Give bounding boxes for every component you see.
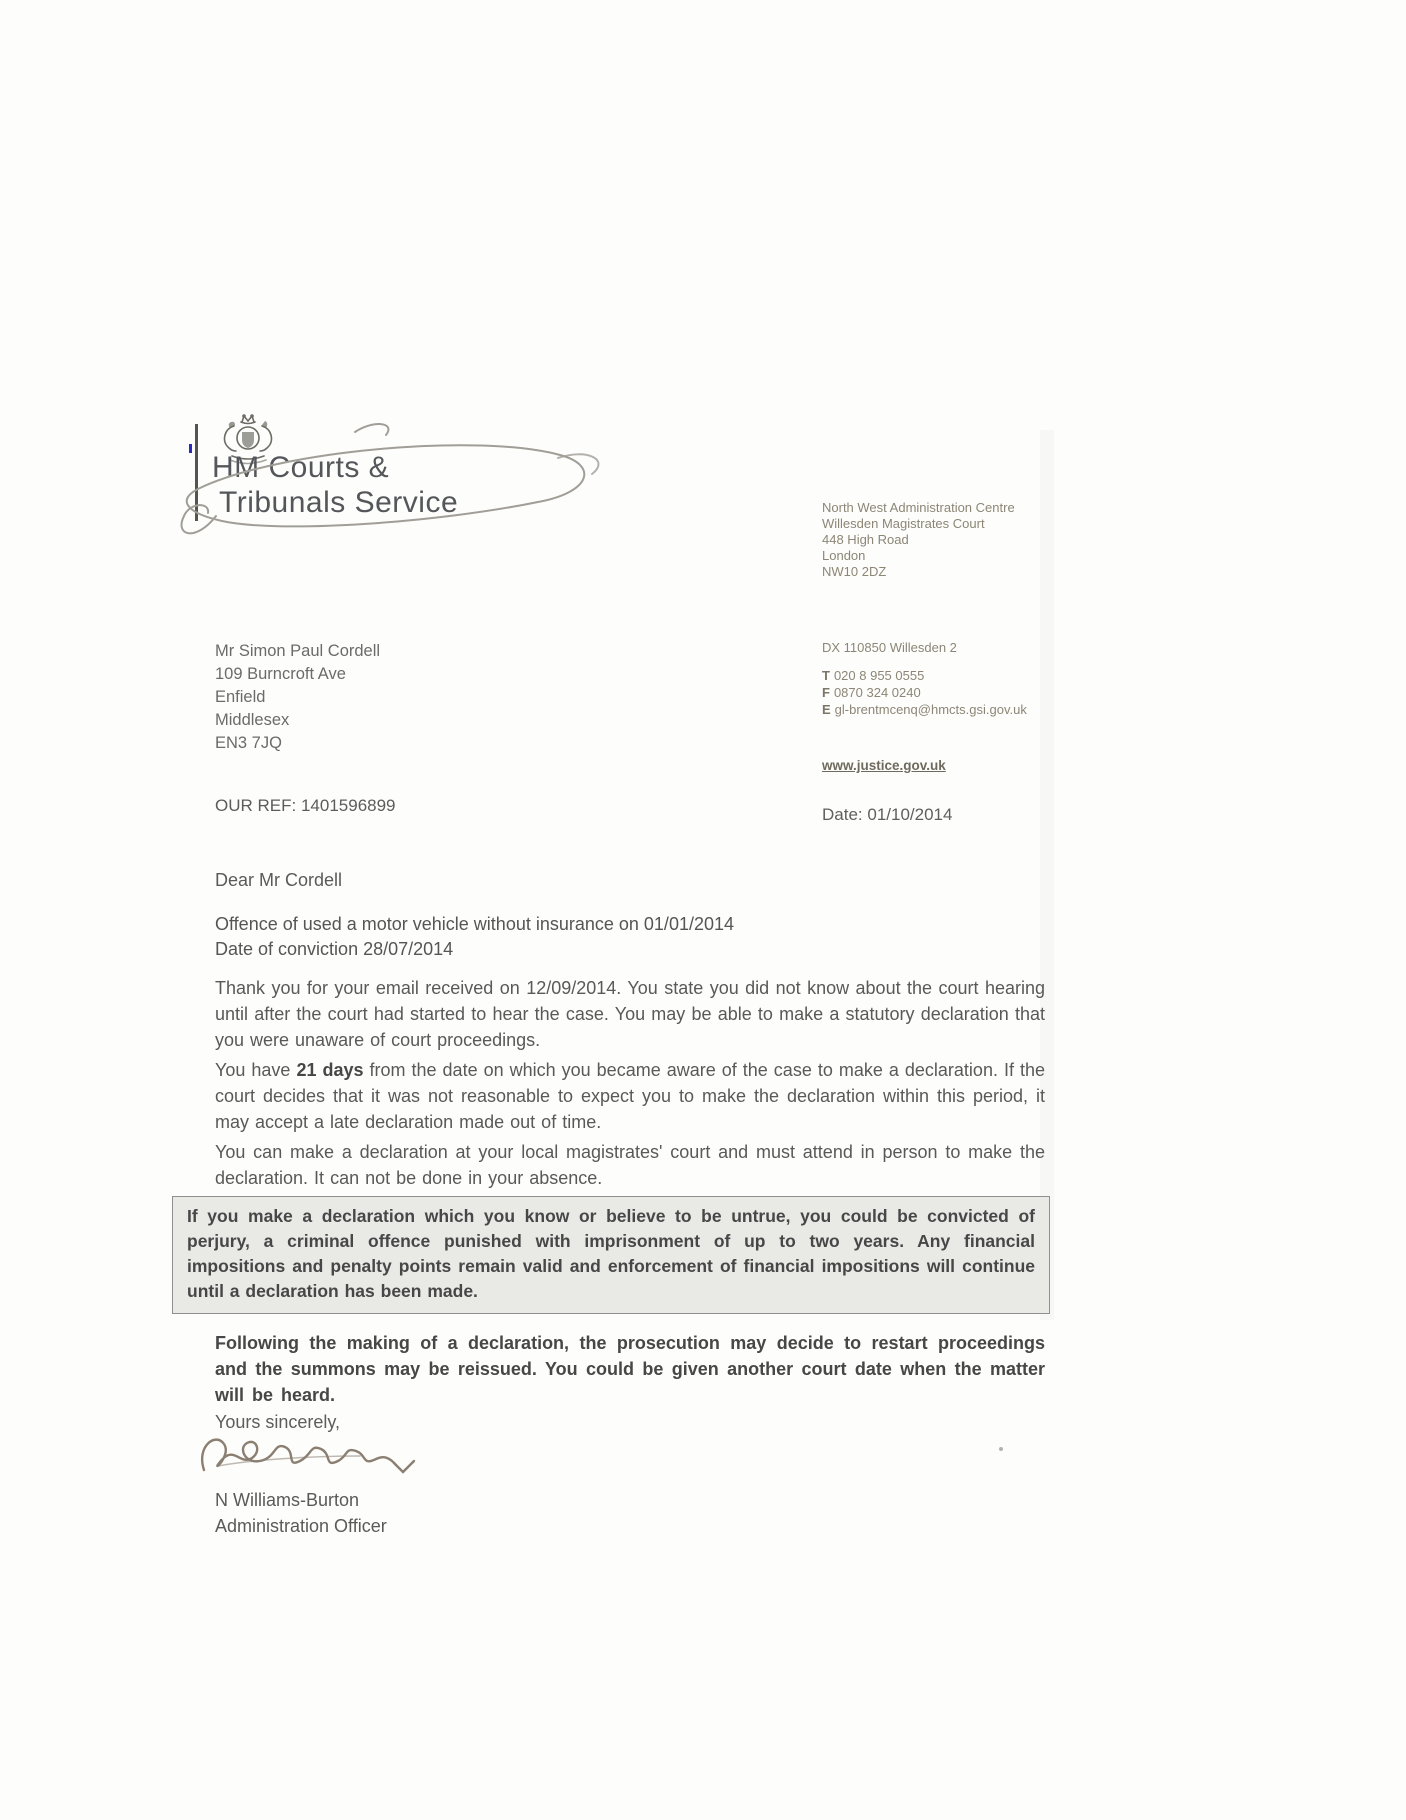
sender-line: 448 High Road [822, 532, 909, 547]
our-reference-label: OUR REF: [215, 796, 297, 815]
date-label: Date: [822, 805, 863, 824]
perjury-warning-box: If you make a declaration which you know or believe to be untrue, you could be convicted of perjury, a criminal offence punished with imprisonment of up to two years. Any financial impositions and penalty points remain valid and enforcement of financial impositions will continue until a declaration has been made. [172, 1196, 1050, 1314]
sender-line: London [822, 548, 866, 563]
paragraph-2-prefix: You have [215, 1060, 297, 1080]
subject-block [215, 912, 734, 962]
website-url: www.justice.gov.uk [822, 758, 946, 773]
paragraph-2-bold-21-days: 21 days [296, 1060, 364, 1080]
date-value: 01/10/2014 [867, 805, 953, 824]
recipient-line: EN3 7JQ [215, 734, 282, 752]
closing-valediction: Yours sincerely, [215, 1412, 341, 1432]
fax-value: 0870 324 0240 [833, 685, 921, 700]
recipient-line: Enfield [215, 688, 266, 706]
fax-label: F [822, 685, 830, 700]
contact-details-block [822, 667, 1027, 718]
body-paragraph-2 [215, 1057, 1045, 1135]
handwritten-signature [190, 1426, 420, 1488]
salutation: Dear Mr Cordell [215, 870, 343, 890]
email-label: E [822, 702, 831, 717]
email-line [822, 701, 1027, 718]
subject-offence-line: Offence of used a motor vehicle without insurance on 01/01/2014 [215, 914, 735, 934]
sender-line: Willesden Magistrates Court [822, 516, 985, 531]
body-paragraph-4-bold: Following the making of a declaration, the prosecution may decide to restart proceedings and the summons may be reissued. You could be given another court date when the matter will be heard. [215, 1333, 1045, 1405]
signatory-name: N Williams-Burton [215, 1490, 360, 1510]
body-paragraph-1: Thank you for your email received on 12/09/2014. You state you did not know about the court hearing until after the court had started to hear the case. You may be able to make a statutory declaration that you were unaware of court proceedings. [215, 978, 1045, 1050]
email-value: gl-brentmcenq@hmcts.gsi.gov.uk [834, 702, 1027, 717]
paragraph-2-suffix: from the date on which you became aware of the case to make a declaration. If the court decides that it was not reasonable to expect you to make the declaration within this period, it may accept a late declaration made out of time. [215, 1060, 1045, 1132]
recipient-address-block [215, 640, 380, 755]
sender-address-block [822, 500, 1015, 580]
dx-exchange-line: DX 110850 Willesden 2 [822, 640, 957, 655]
our-reference-number: 1401596899 [300, 796, 396, 815]
letter-date-line [822, 805, 952, 825]
sender-line: North West Administration Centre [822, 500, 1015, 515]
signatory-block [215, 1487, 387, 1539]
fax-line [822, 684, 1027, 701]
telephone-value: 020 8 955 0555 [833, 668, 925, 683]
sender-line: NW10 2DZ [822, 564, 887, 579]
logo-text-line1: HM Courts & [212, 451, 390, 484]
scan-artifact-dot [999, 1447, 1003, 1451]
recipient-line: Mr Simon Paul Cordell [215, 642, 381, 660]
body-paragraph-3: You can make a declaration at your local magistrates' court and must attend in person to make the declaration. It can not be done in your absence. [215, 1142, 1045, 1188]
recipient-line: 109 Burncroft Ave [215, 665, 346, 683]
recipient-line: Middlesex [215, 711, 290, 729]
signatory-title: Administration Officer [215, 1516, 387, 1536]
our-reference-line [215, 796, 396, 816]
telephone-line [822, 667, 1027, 684]
logo-text-line2: Tribunals Service [219, 486, 459, 519]
pen-scribble-mark [140, 400, 680, 580]
subject-conviction-line: Date of conviction 28/07/2014 [215, 939, 454, 959]
telephone-label: T [822, 668, 830, 683]
